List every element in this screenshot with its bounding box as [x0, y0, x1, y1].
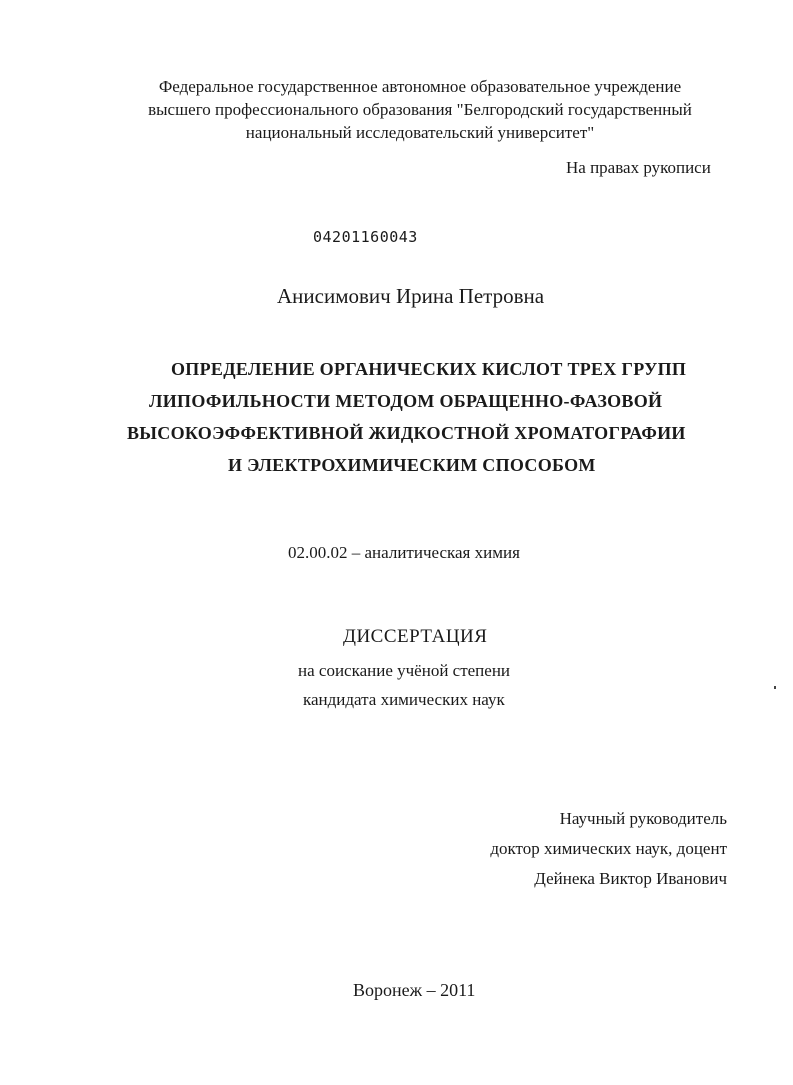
- dissertation-heading: ДИССЕРТАЦИЯ: [343, 626, 488, 647]
- title-line-3: ВЫСОКОЭФФЕКТИВНОЙ ЖИДКОСТНОЙ ХРОМАТОГРАФИИ: [127, 423, 686, 443]
- supervisor-name: Дейнека Виктор Иванович: [534, 869, 727, 888]
- title-line-4: И ЭЛЕКТРОХИМИЧЕСКИМ СПОСОБОМ: [228, 455, 596, 475]
- scan-speck: [774, 686, 776, 689]
- specialty-code: 02.00.02 – аналитическая химия: [288, 543, 520, 562]
- city-year: Воронеж – 2011: [353, 980, 476, 1000]
- degree-line-1: на соискание учёной степени: [298, 661, 511, 680]
- manuscript-note: На правах рукописи: [566, 158, 711, 177]
- title-line-1: ОПРЕДЕЛЕНИЕ ОРГАНИЧЕСКИХ КИСЛОТ ТРЕХ ГРУПП: [171, 359, 687, 379]
- author-name: Анисимович Ирина Петровна: [277, 284, 545, 308]
- institution-header: [120, 75, 720, 144]
- institution-line-2: высшего профессионального образования "Белгородский государственный: [148, 100, 692, 119]
- supervisor-role: Научный руководитель: [559, 809, 727, 828]
- supervisor-block: [490, 804, 727, 894]
- registration-code: 04201160043: [313, 228, 418, 246]
- supervisor-credentials: доктор химических наук, доцент: [490, 839, 727, 858]
- institution-line-1: Федеральное государственное автономное образовательное учреждение: [158, 77, 682, 96]
- degree-line-2: кандидата химических наук: [303, 690, 505, 709]
- title-line-2: ЛИПОФИЛЬНОСТИ МЕТОДОМ ОБРАЩЕННО-ФАЗОВОЙ: [149, 391, 663, 411]
- institution-line-3: национальный исследовательский университет": [245, 123, 595, 142]
- dissertation-title: [100, 353, 740, 481]
